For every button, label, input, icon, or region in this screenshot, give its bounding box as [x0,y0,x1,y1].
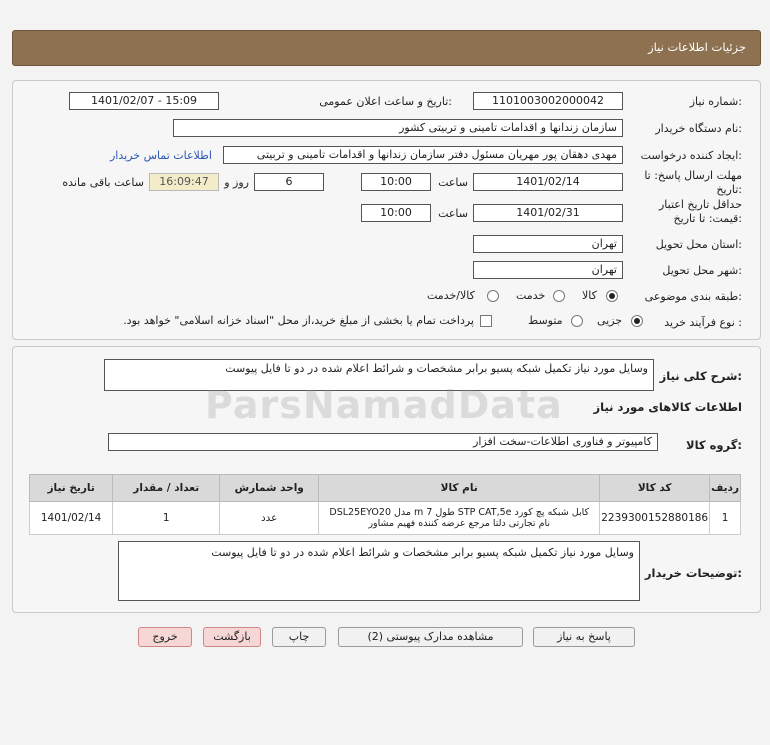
reply-deadline-label-line1: مهلت ارسال پاسخ: تا [644,169,742,182]
reply-date-field[interactable]: 1401/02/14 [473,173,623,191]
back-button[interactable]: بازگشت [203,627,261,647]
watermark-brand: ParsNamadData [205,383,563,427]
process-minor-radio[interactable] [631,315,643,327]
reply-time-field[interactable]: 10:00 [361,173,431,191]
exit-button[interactable]: خروج [138,627,192,647]
delivery-city-field[interactable]: تهران [473,261,623,279]
process-minor-label: جزیی [597,314,623,327]
cell-code: 2239300152880186 [600,502,710,535]
buyer-contact-link[interactable]: اطلاعات تماس خریدار [110,149,212,162]
col-qty: تعداد / مقدار [113,475,220,502]
buyer-org-label: نام دستگاه خریدار: [655,122,742,135]
view-attachments-button[interactable]: مشاهده مدارک پیوستی (2) [338,627,523,647]
table-row[interactable] [30,502,741,535]
need-summary-field[interactable]: وسایل مورد نیاز تکمیل شبکه پسیو برابر مشخصات و شرائط اعلام شده در دو تا فایل پیوست [104,359,654,391]
treasury-payment-checkbox[interactable] [480,315,492,327]
delivery-province-field[interactable]: تهران [473,235,623,253]
cell-name-line1: کابل شبکه پچ کورد STP CAT,5e طول 7 m مدل DSL25EYO20 [329,507,590,518]
category-goods-radio[interactable] [606,290,618,302]
subject-category-label: طبقه بندی موضوعی: [644,290,742,303]
page-header [12,30,761,66]
remaining-time-label: ساعت باقی مانده [62,176,144,189]
price-validity-label [659,198,742,226]
validity-date-field[interactable]: 1401/02/31 [473,204,623,222]
col-row: ردیف [710,475,741,502]
buyer-notes-field[interactable]: وسایل مورد نیاز تکمیل شبکه پسیو برابر مشخصات و شرائط اعلام شده در دو تا فایل پیوست [118,541,640,601]
process-medium-label: متوسط [528,314,563,327]
validity-time-field[interactable]: 10:00 [361,204,431,222]
need-number-field[interactable]: 1101003002000042 [473,92,623,110]
print-button[interactable]: چاپ [272,627,326,647]
col-unit: واحد شمارش [220,475,319,502]
process-medium-radio[interactable] [571,315,583,327]
treasury-payment-note: پرداخت تمام یا بخشی از مبلغ خرید،از محل "اسناد خزانه اسلامی" خواهد بود. [123,314,474,327]
category-service-radio[interactable] [553,290,565,302]
goods-group-label: گروه کالا: [686,438,742,452]
category-goods-service-label: کالا/خدمت [427,289,475,302]
category-goods-service-radio[interactable] [487,290,499,302]
goods-group-field[interactable]: کامپیوتر و فناوری اطلاعات-سخت افزار [108,433,658,451]
cell-name-line2: نام تجارتی دلتا مرجع عرضه کننده فهیم مشاور [368,518,550,529]
cell-unit: عدد [220,502,319,535]
purchase-process-label: نوع فرآیند خرید : [664,316,742,329]
cell-qty: 1 [113,502,220,535]
delivery-city-label: شهر محل تحویل: [662,264,742,277]
col-code: کد کالا [600,475,710,502]
price-validity-label-line2: قیمت: تا تاریخ: [673,212,742,225]
reply-deadline-label [644,169,742,197]
remaining-days-field[interactable]: 6 [254,173,324,191]
buyer-org-field[interactable]: سازمان زندانها و اقدامات تامینی و تربیتی کشور [173,119,623,137]
col-date: تاریخ نیاز [30,475,113,502]
validity-time-label: ساعت [438,207,468,220]
need-summary-label: شرح کلی نیاز: [659,369,742,383]
goods-info-title: اطلاعات کالاهای مورد نیاز [593,400,742,414]
days-label: روز و [224,176,249,189]
goods-table [29,474,741,535]
remaining-time-field: 16:09:47 [149,173,219,191]
cell-name [319,502,600,535]
delivery-province-label: استان محل تحویل: [655,238,742,251]
col-name: نام کالا [319,475,600,502]
reply-deadline-label-line2: تاریخ: [716,183,742,196]
reply-time-label: ساعت [438,176,468,189]
need-number-label: شماره نیاز: [689,95,742,108]
cell-date: 1401/02/14 [30,502,113,535]
buyer-notes-label: توضیحات خریدار: [644,566,742,580]
announce-datetime-label: تاریخ و ساعت اعلان عمومی: [319,95,452,108]
cell-row: 1 [710,502,741,535]
category-goods-label: کالا [582,289,597,302]
reply-to-need-button[interactable]: پاسخ به نیاز [533,627,635,647]
request-creator-label: ایجاد کننده درخواست: [640,149,742,162]
request-creator-field[interactable]: مهدی دهقان پور مهریان مسئول دفتر سازمان زندانها و اقدامات تامینی و تربیتی [223,146,623,164]
announce-datetime-field[interactable]: 1401/02/07 - 15:09 [69,92,219,110]
category-service-label: خدمت [516,289,546,302]
page-title: جزئیات اطلاعات نیاز [648,40,746,54]
price-validity-label-line1: حداقل تاریخ اعتبار [658,198,742,211]
goods-table-header [30,475,741,502]
